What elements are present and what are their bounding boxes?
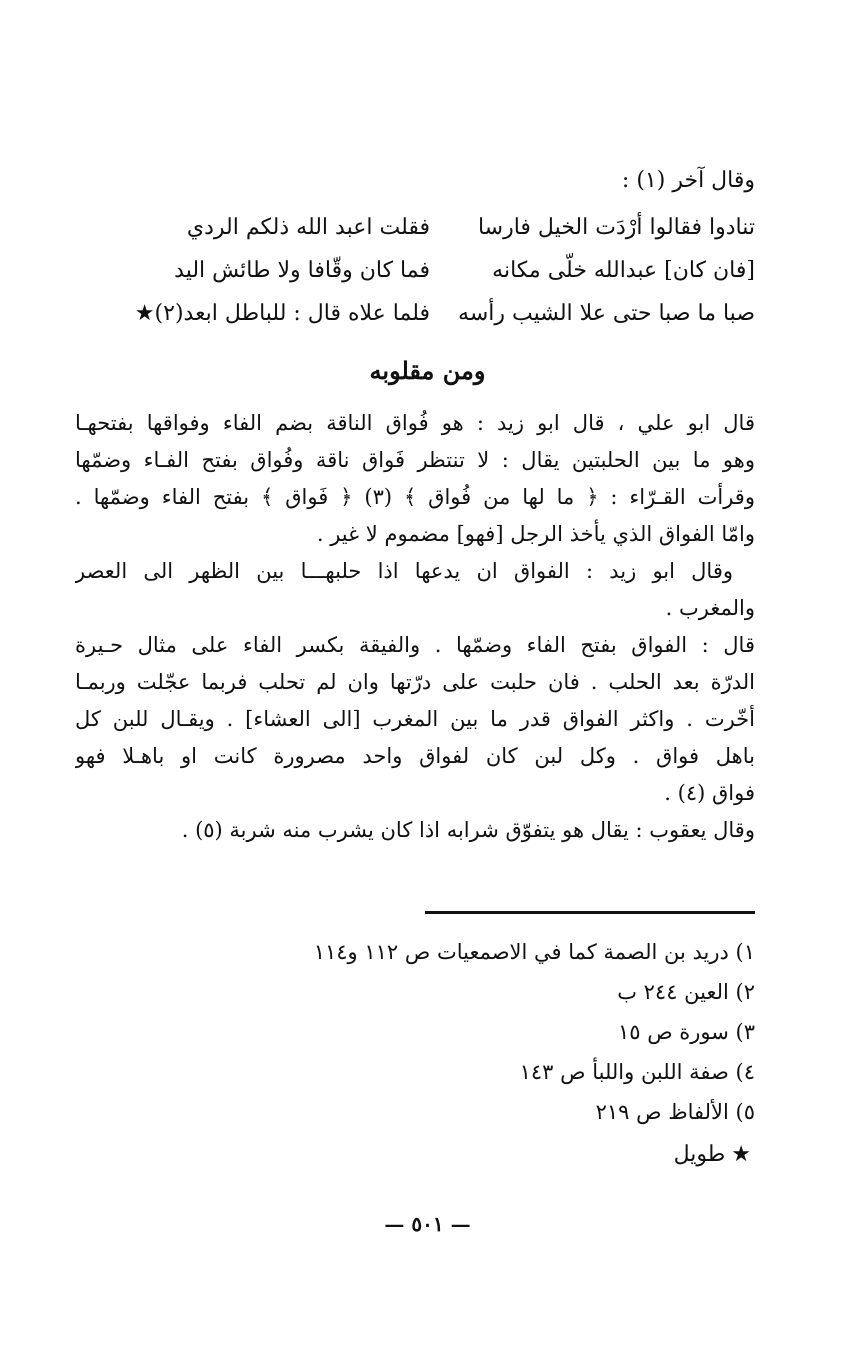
meter-note — [674, 1142, 751, 1167]
verse-line — [95, 258, 755, 301]
section-heading: ومن مقلوبه — [369, 356, 486, 385]
verse-second-hemistich: فقلت اعبد الله ذلكم الردي — [186, 215, 430, 240]
body-line: وقرأت القـرّاء : ﴿ ما لها من فُواق ﴾ (٣) ﴿ فَواق ﴾ بفتح الفاء وضمّها . — [75, 485, 755, 509]
body-text — [75, 405, 755, 849]
body-line: والمغرب . — [665, 596, 755, 620]
verse-line — [95, 215, 755, 258]
meter-label: طويل — [673, 1142, 726, 1167]
verse-second-hemistich: فلما علاه قال : للباطل ابعد(٢)★ — [134, 301, 430, 326]
footnote-item: ١) دريد بن الصمة كما في الاصمعيات ص ١١٢ و١١٤ — [313, 940, 755, 964]
verse-first-hemistich: [فان كان] عبدالله خلّى مكانه — [492, 258, 755, 283]
verse-second-hemistich: فما كان وقّافا ولا طائش اليد — [174, 258, 430, 283]
verse-line — [95, 301, 755, 344]
footnote-item: ٥) الألفاظ ص ٢١٩ — [595, 1100, 755, 1124]
body-line: فواق (٤) . — [664, 781, 755, 805]
body-line: أخّرت . واكثر الفواق قدر ما بين المغرب [الى العشاء] . ويقـال للبن كل — [75, 707, 755, 731]
body-line: وامّا الفواق الذي يأخذ الرجل [فهو] مضموم لا غير . — [316, 522, 755, 546]
body-line: وقال يعقوب : يقال هو يتفوّق شرابه اذا كان يشرب منه شربة (٥) . — [181, 818, 755, 842]
poem-verses — [95, 215, 755, 344]
footnote-item: ٢) العين ٢٤٤ ب — [617, 980, 755, 1004]
footnote-item: ٣) سورة ص ١٥ — [617, 1020, 755, 1044]
footnote-item: ٤) صفة اللبن واللبأ ص ١٤٣ — [519, 1060, 755, 1084]
page-number: — ٥٠١ — — [384, 1212, 471, 1236]
body-line: قال : الفواق بفتح الفاء وضمّها . والفيقة بكسر الفاء على مثال حـيرة — [75, 633, 755, 657]
body-line: الدرّة بعد الحلب . فان حلبت على درّتها وان لم تحلب فربما عجّلت وربمـا — [75, 670, 755, 694]
body-line: وهو ما بين الحلبتين يقال : لا تنتظر فَواق ناقة وفُواق بفتح الفـاء وضمّها — [75, 448, 755, 472]
footnotes — [115, 932, 755, 1132]
footnote-separator — [425, 911, 755, 914]
body-line: باهل فواق . وكل لبن كان لفواق واحد مصرورة كانت او باهـلا فهو — [75, 744, 755, 768]
star-icon: ★ — [731, 1142, 751, 1167]
verse-first-hemistich: صبا ما صبا حتى علا الشيب رأسه — [458, 301, 755, 326]
body-line: قال ابو علي ، قال ابو زيد : هو فُواق الناقة بضم الفاء وفواقها بفتحهـا — [75, 411, 755, 435]
verse-intro: وقال آخر (١) : — [621, 168, 755, 193]
verse-first-hemistich: تنادوا فقالوا أرْدَت الخيل فارسا — [477, 215, 755, 240]
body-line: وقال ابو زيد : الفواق ان يدعها اذا حلبهـــا بين الظهر الى العصر — [75, 559, 733, 583]
